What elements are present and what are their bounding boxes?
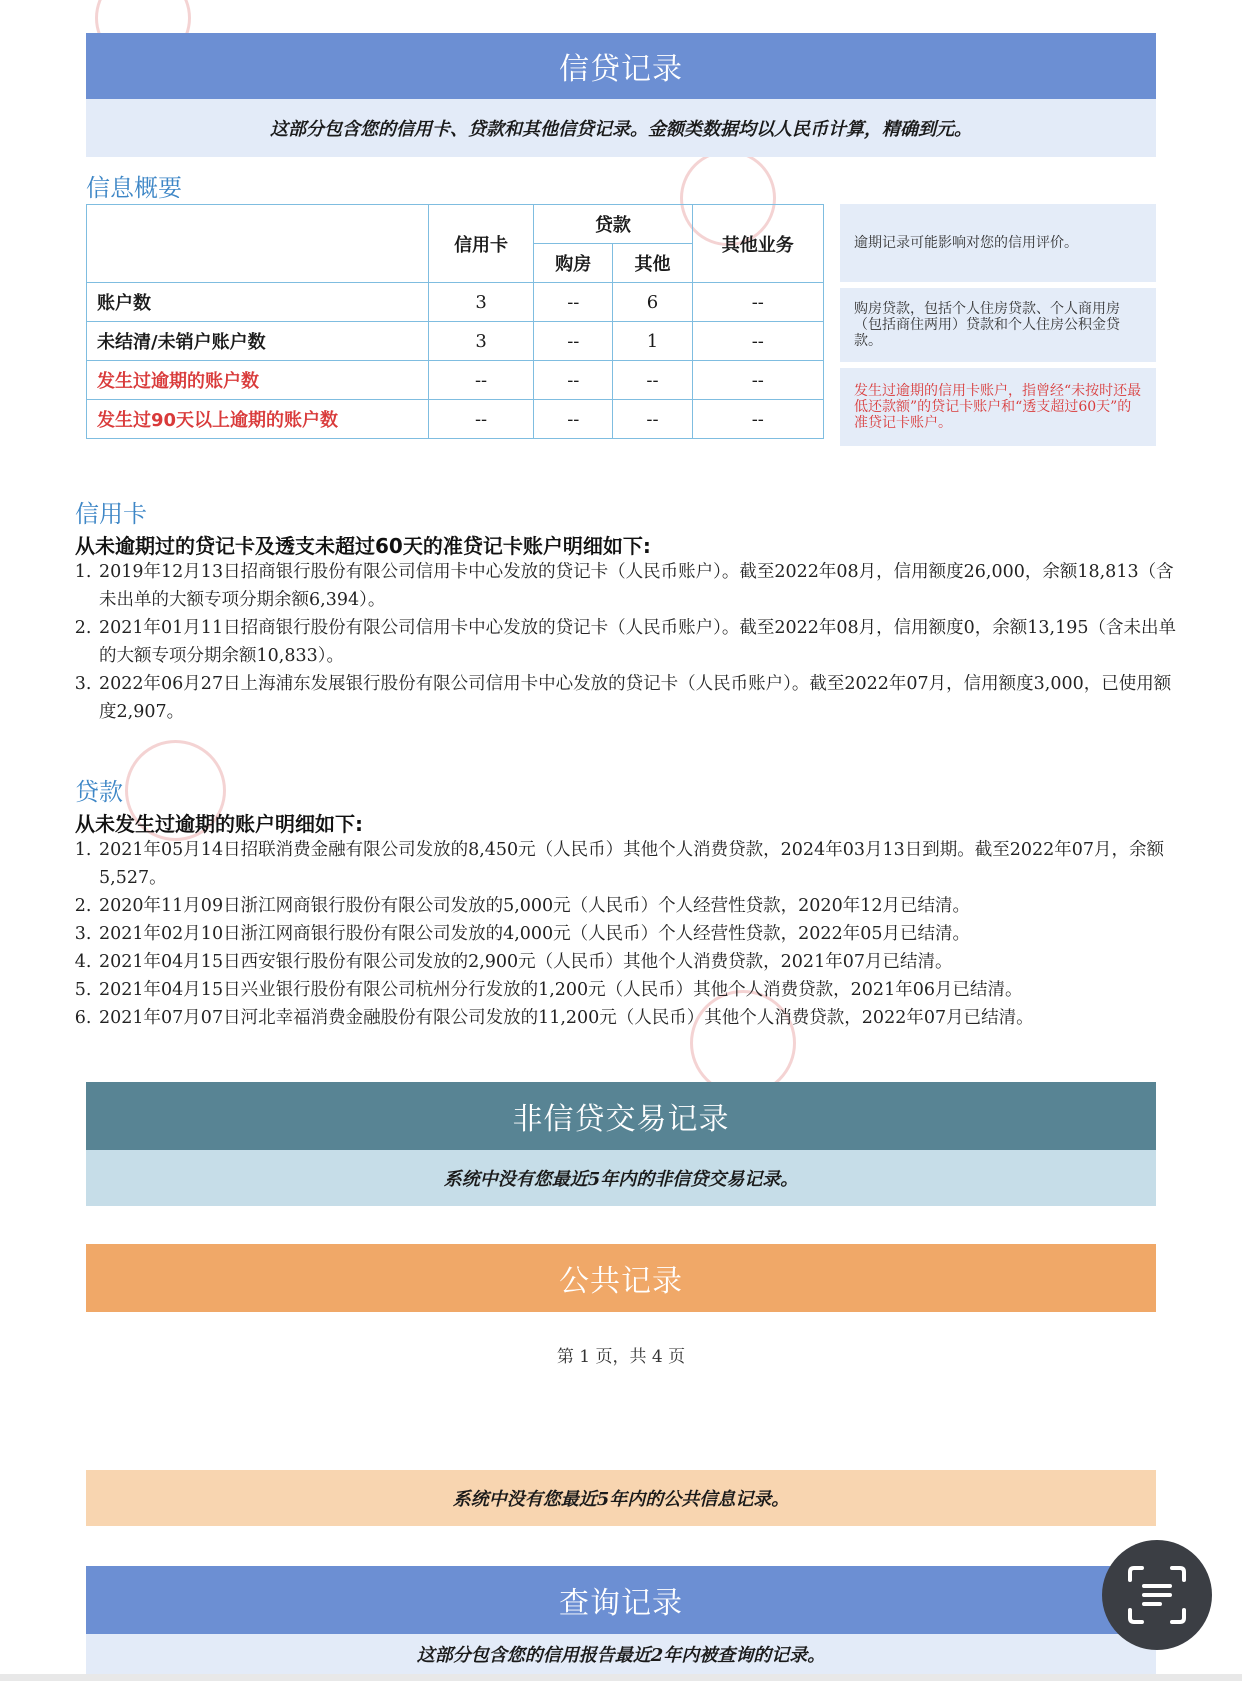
list-item: 3. 2022年06月27日上海浦东发展银行股份有限公司信用卡中心发放的贷记卡（人民币账户）。截至2022年07月，信用额度3,000，已使用额度2,907。 — [97, 670, 1177, 726]
non-credit-subtitle-bar — [86, 1150, 1156, 1206]
table-cell: -- — [613, 361, 692, 400]
note-overdue-card: 发生过逾期的信用卡账户，指曾经“未按时还最低还款额”的贷记卡账户和“透支超过60天”的准贷记卡账户。 — [840, 368, 1156, 446]
table-cell: -- — [534, 400, 613, 439]
summary-notes — [840, 204, 1156, 452]
credit-record-subtitle-bar — [86, 99, 1156, 157]
page-indicator: 第 1 页，共 4 页 — [556, 1347, 686, 1367]
query-record-title-bar — [86, 1566, 1156, 1634]
summary-corner-cell — [87, 205, 429, 283]
credit-record-title: 信贷记录 — [559, 52, 683, 87]
table-cell: -- — [613, 400, 692, 439]
query-record-subtitle: 这部分包含您的信用报告最近2年内被查询的记录。 — [416, 1645, 826, 1666]
non-credit-title: 非信贷交易记录 — [512, 1102, 730, 1137]
public-record-title: 公共记录 — [559, 1264, 683, 1299]
credit-card-list — [75, 558, 1177, 726]
public-record-subtitle: 系统中没有您最近5年内的公共信息记录。 — [452, 1489, 790, 1510]
table-cell: -- — [692, 322, 823, 361]
loan-list — [75, 836, 1177, 1032]
table-cell: -- — [534, 322, 613, 361]
scan-text-icon — [1126, 1564, 1188, 1626]
summary-title: 信息概要 — [86, 174, 182, 202]
credit-card-heading: 从未逾期过的贷记卡及透支未超过60天的准贷记卡账户明细如下: — [75, 534, 651, 558]
table-cell: -- — [428, 400, 533, 439]
table-cell: 1 — [613, 322, 692, 361]
table-row — [87, 283, 824, 322]
header-other: 其他 — [613, 244, 692, 283]
bottom-divider — [0, 1674, 1242, 1681]
table-cell: -- — [692, 400, 823, 439]
table-cell: -- — [692, 283, 823, 322]
credit-card-title: 信用卡 — [75, 500, 147, 528]
note-overdue: 逾期记录可能影响对您的信用评价。 — [840, 204, 1156, 282]
list-item: 1. 2021年05月14日招联消费金融有限公司发放的8,450元（人民币）其他个人消费贷款，2024年03月13日到期。截至2022年07月，余额5,527。 — [97, 836, 1177, 892]
list-item: 5. 2021年04月15日兴业银行股份有限公司杭州分行发放的1,200元（人民币）其他个人消费贷款，2021年06月已结清。 — [97, 976, 1177, 1004]
table-row — [87, 322, 824, 361]
non-credit-subtitle: 系统中没有您最近5年内的非信贷交易记录。 — [443, 1169, 799, 1190]
loan-heading: 从未发生过逾期的账户明细如下: — [75, 812, 363, 836]
public-record-subtitle-bar — [86, 1470, 1156, 1526]
public-record-title-bar — [86, 1244, 1156, 1312]
non-credit-title-bar — [86, 1082, 1156, 1150]
row-label: 发生过逾期的账户数 — [87, 361, 429, 400]
credit-record-title-bar — [86, 33, 1156, 99]
list-item: 2. 2020年11月09日浙江网商银行股份有限公司发放的5,000元（人民币）个人经营性贷款，2020年12月已结清。 — [97, 892, 1177, 920]
summary-table — [86, 204, 824, 439]
header-credit-card: 信用卡 — [428, 205, 533, 283]
list-item: 4. 2021年04月15日西安银行股份有限公司发放的2,900元（人民币）其他个人消费贷款，2021年07月已结清。 — [97, 948, 1177, 976]
query-record-title: 查询记录 — [559, 1586, 683, 1621]
loan-title: 贷款 — [75, 778, 123, 806]
scan-text-button[interactable] — [1102, 1540, 1212, 1650]
table-cell: -- — [534, 283, 613, 322]
list-item: 1. 2019年12月13日招商银行股份有限公司信用卡中心发放的贷记卡（人民币账户）。截至2022年08月，信用额度26,000，余额18,813（含未出单的大额专项分期余额6,394）。 — [97, 558, 1177, 614]
note-housing-loan: 购房贷款，包括个人住房贷款、个人商用房（包括商住两用）贷款和个人住房公积金贷款。 — [840, 288, 1156, 362]
table-cell: -- — [692, 361, 823, 400]
table-cell: -- — [428, 361, 533, 400]
row-label: 账户数 — [87, 283, 429, 322]
row-label: 发生过90天以上逾期的账户数 — [87, 400, 429, 439]
table-cell: 3 — [428, 283, 533, 322]
table-cell: 6 — [613, 283, 692, 322]
header-other-business: 其他业务 — [692, 205, 823, 283]
credit-record-subtitle: 这部分包含您的信用卡、贷款和其他信贷记录。金额类数据均以人民币计算，精确到元。 — [270, 119, 972, 140]
table-cell: -- — [534, 361, 613, 400]
row-label: 未结清/未销户账户数 — [87, 322, 429, 361]
header-loan: 贷款 — [534, 205, 692, 244]
query-record-subtitle-bar — [86, 1634, 1156, 1674]
table-row — [87, 361, 824, 400]
list-item: 6. 2021年07月07日河北幸福消费金融股份有限公司发放的11,200元（人民币）其他个人消费贷款，2022年07月已结清。 — [97, 1004, 1177, 1032]
table-cell: 3 — [428, 322, 533, 361]
header-housing: 购房 — [534, 244, 613, 283]
list-item: 3. 2021年02月10日浙江网商银行股份有限公司发放的4,000元（人民币）个人经营性贷款，2022年05月已结清。 — [97, 920, 1177, 948]
table-row — [87, 400, 824, 439]
list-item: 2. 2021年01月11日招商银行股份有限公司信用卡中心发放的贷记卡（人民币账户）。截至2022年08月，信用额度0，余额13,195（含未出单的大额专项分期余额10,833）。 — [97, 614, 1177, 670]
